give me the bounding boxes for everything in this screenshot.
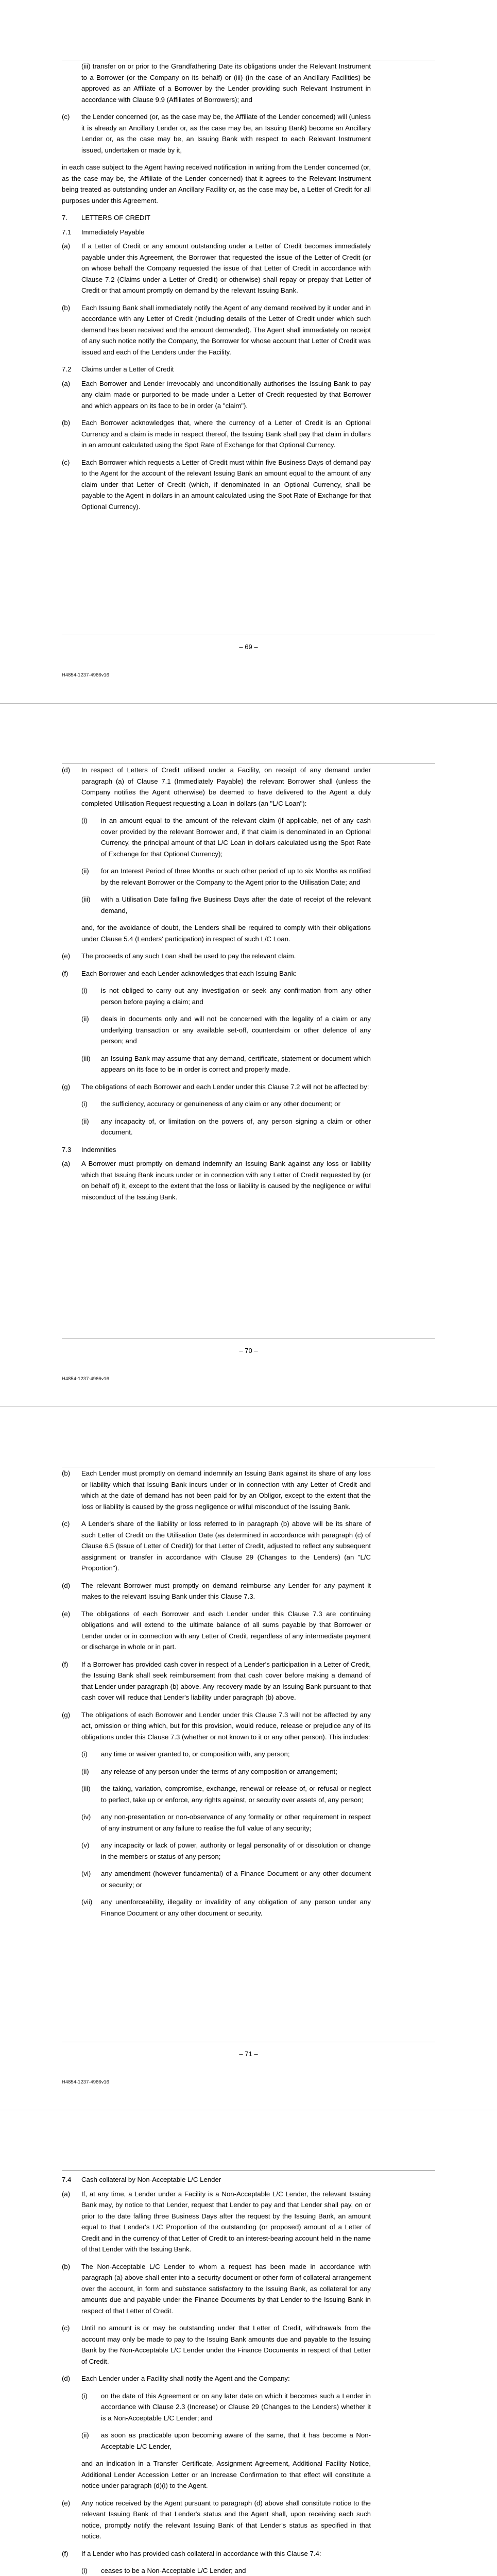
sub-subparagraph — [81, 1840, 371, 1862]
paragraph-label: (i) — [81, 1100, 88, 1108]
subparagraph — [62, 1081, 371, 1093]
paragraph-text: as soon as practicable upon becoming aware of the same, that it has become a Non-Acceptable L/C Lender, — [101, 2431, 371, 2450]
paragraph-text: any release of any person under the terms of any composition or arrangement; — [101, 1767, 337, 1775]
paragraph-text: Each Borrower and Lender irrevocably and unconditionally authorises the Issuing Bank to pay any claim made or purported to be made under a Letter of Credit requested by that Borrower and which appears on its face to be in order (a "claim"). — [81, 379, 371, 410]
paragraph-text: the sufficiency, accuracy or genuineness of any claim or any other document; or — [101, 1100, 340, 1108]
subparagraph — [62, 1709, 371, 1743]
document-reference: H4854-1237-4966v16 — [62, 2079, 109, 2085]
paragraph-text: Each Borrower and each Lender acknowledges that each Issuing Bank: — [81, 969, 297, 977]
paragraph-text: any incapacity of, or limitation on the powers of, any person signing a claim or other document. — [101, 1117, 371, 1136]
paragraph-label: (iii) — [81, 1785, 91, 1792]
paragraph-label: (iii) — [81, 895, 91, 903]
paragraph-label: (f) — [62, 969, 68, 977]
paragraph-label: (f) — [62, 2549, 68, 2557]
paragraph-label: (e) — [62, 952, 71, 960]
clause-heading — [62, 364, 371, 375]
paragraph-label: (ii) — [81, 867, 89, 875]
paragraph-text: any time or waiver granted to, or composition with, any person; — [101, 1750, 290, 1758]
sub-subparagraph — [81, 2430, 371, 2452]
paragraph-label: (f) — [62, 1660, 68, 1668]
paragraph-label: (d) — [62, 766, 71, 774]
paragraph-text: If a Lender who has provided cash collateral in accordance with this Clause 7.4: — [81, 2549, 321, 2557]
page-body — [62, 1468, 371, 1925]
paragraph-label: (g) — [62, 1082, 71, 1091]
clause-number: 7. — [62, 214, 67, 222]
subparagraph — [62, 417, 371, 451]
paragraph-text: the taking, variation, compromise, exchange, renewal or release of, or refusal or neglect to perfect, take up or enforce, any rights against, or security over assets of, any person; — [101, 1785, 371, 1804]
subparagraph — [62, 765, 371, 809]
paragraph-label: (e) — [62, 2499, 71, 2507]
paragraph-label: (b) — [62, 303, 71, 312]
paragraph-text: The proceeds of any such Loan shall be used to pay the relevant claim. — [81, 952, 296, 960]
paragraph-text: any amendment (however fundamental) of a Finance Document or any other document or security; or — [101, 1870, 371, 1889]
paragraph-label: (i) — [81, 987, 88, 994]
paragraph-label: (iii) — [81, 1054, 91, 1062]
subparagraph — [62, 2261, 371, 2317]
paragraph-text: If, at any time, a Lender under a Facility is a Non-Acceptable L/C Lender, the relevant Issuing Bank may, by notice to that Lender, request that Lender to pay and that Lender shall pay, on or prior to the date falling three Business Days after the request by the Issuing Bank, an amount equal to that Lender's L/C Proportion of the outstanding (or proposed) amount of a Letter of Credit and in the currency of that Letter of Credit to an interest-bearing account held in the name of that Lender with the Issuing Bank. — [81, 2190, 371, 2253]
paragraph-text: The obligations of each Borrower and each Lender under this Clause 7.3 are continuing obligations and will extend to the ultimate balance of all sums payable by that Borrower or Lender under or in connection with any Letter of Credit, regardless of any intermediate payment or discharge in whole or in part. — [81, 1609, 371, 1651]
sub-subparagraph — [81, 1098, 371, 1110]
document-reference: H4854-1237-4966v16 — [62, 1376, 109, 1382]
paragraph-text: If a Borrower has provided cash cover in respect of a Lender's participation in a Letter of Credit, the Issuing Bank shall seek reimbursement from that cash cover before making a demand of that Lender under paragraph (b) above. Any recovery made by an Issuing Bank pursuant to that cash cover will reduce that Lender's liability under paragraph (b) above. — [81, 1660, 371, 1701]
sub-subparagraph — [81, 1766, 371, 1777]
clause-title: Immediately Payable — [81, 228, 145, 236]
clause-number: 7.2 — [62, 365, 72, 373]
paragraph-label: (b) — [62, 419, 71, 427]
paragraph-text: for an Interest Period of three Months or such other period of up to six Months as notified by the relevant Borrower or the Company to the Agent prior to the Utilisation Date; and — [101, 867, 371, 886]
paragraph-text: If a Letter of Credit or any amount outstanding under a Letter of Credit becomes immediately payable under this Agreement, the Borrower that requested the issue of the Letter of Credit (or on whose behalf the Company requested the issue of that Letter of Credit in accordance with Clause 7.2 (Claims under a Letter of Credit) or otherwise) shall repay or prepay that Letter of Credit or that amount promptly on demand by the relevant Issuing Bank. — [81, 242, 371, 294]
paragraph-label: (i) — [81, 817, 88, 824]
paragraph-text: in each case subject to the Agent having received notification in writing from the Lender concerned (or, as the case may be, the Affiliate of the Lender concerned) that it agrees to the Relevant Instrument being treated as outstanding under an Ancillary Facility or, as the case may be, a Letter of Credit for all purposes under this Agreement. — [62, 163, 371, 205]
paragraph-label: (c) — [62, 113, 70, 121]
sub-subparagraph — [81, 1811, 371, 1834]
sub-subparagraph — [81, 2391, 371, 2424]
subparagraph — [62, 378, 371, 412]
paragraph-text: The obligations of each Borrower and Lender under this Clause 7.3 will not be affected by any act, omission or thing which, but for this provision, would reduce, release or prejudice any of its obligations under this Clause 7.3 (whether or not known to it or any other person). This includes: — [81, 1710, 371, 1741]
document-page — [0, 1406, 497, 2110]
subparagraph — [62, 1158, 371, 1202]
paragraph-text: The obligations of each Borrower and each Lender under this Clause 7.2 will not be affected by: — [81, 1082, 369, 1091]
sub-subparagraph — [81, 1749, 371, 1760]
sub-subparagraph — [81, 2565, 371, 2576]
paragraph-text: is not obliged to carry out any investigation or seek any confirmation from any other person before paying a claim; and — [101, 987, 371, 1006]
paragraph-label: (ii) — [81, 1117, 89, 1125]
paragraph-label: (v) — [81, 1841, 90, 1849]
paragraph-label: (e) — [62, 1609, 71, 1618]
paragraph-label: (d) — [62, 2375, 71, 2382]
subparagraph — [62, 1468, 371, 1512]
paragraph-label: (a) — [62, 242, 71, 250]
paragraph-text: with a Utilisation Date falling five Business Days after the date of receipt of the relevant demand, — [101, 895, 371, 914]
paragraph-text: any non-presentation or non-observance of any formality or other requirement in respect of any instrument or any failure to realise the full value of any security; — [101, 1813, 371, 1832]
paragraph-label: (i) — [81, 1750, 88, 1758]
clause-title: Cash collateral by Non-Acceptable L/C Lender — [81, 2176, 221, 2183]
paragraph-text: Any notice received by the Agent pursuant to paragraph (d) above shall constitute notice to the relevant Issuing Bank of that Lender's status and the Agent shall, upon receiving each such notice, promptly notify the relevant Issuing Bank of that Lender's status as specified in that notice. — [81, 2499, 371, 2540]
clause-heading — [62, 2174, 371, 2185]
paragraph-label: (i) — [81, 2567, 88, 2574]
paragraph-text: (iii) transfer on or prior to the Grandfathering Date its obligations under the Relevant Instrument to a Borrower (or the Company on its behalf) or (iii) (in the case of an Ancillary Facilities) be approved as an Affiliate of a Borrower by the Lender providing such Relevant Instrument in accordance with Clause 9.9 (Affiliates of Borrowers); and — [81, 62, 371, 104]
paragraph-text: Each Lender under a Facility shall notify the Agent and the Company: — [81, 2375, 290, 2382]
page-number: – 71 – — [239, 2050, 258, 2058]
subparagraph — [62, 2189, 371, 2255]
paragraph-label: (ii) — [81, 1767, 89, 1775]
paragraph-text: The Non-Acceptable L/C Lender to whom a request has been made in accordance with paragraph (a) above shall enter into a security document or other form of collateral arrangement over the account, in form and substance satisfactory to the Issuing Bank, as collateral for any amounts due and payable under the Finance Documents by that Lender to the Issuing Bank in respect of that Letter of Credit. — [81, 2262, 371, 2315]
sub-subparagraph — [81, 985, 371, 1007]
page-top-rule — [62, 2170, 435, 2171]
sub-subparagraph — [81, 1783, 371, 1805]
paragraph-label: (c) — [62, 1520, 70, 1528]
page-body — [62, 765, 371, 1209]
subparagraph — [62, 111, 371, 156]
paragraph-text: A Lender's share of the liability or loss referred to in paragraph (b) above will be its share of such Letter of Credit on the Utilisation Date (as determined in accordance with paragraph (c) of Clause 6.5 (Issue of Letter of Credit)) for that Letter of Credit, adjusted to reflect any subsequent assignment or transfer in accordance with Clause 29 (Changes to the Lenders) (an "L/C Proportion"). — [81, 1520, 371, 1572]
paragraph-text: in an amount equal to the amount of the relevant claim (if applicable, net of any cash cover provided by the relevant Borrower and, if that claim is denominated in an Optional Currency, the principal amount of that L/C Loan in dollars calculated using the Spot Rate of Exchange for that Optional Currency); — [101, 817, 371, 858]
subparagraph — [62, 1659, 371, 1703]
page-body — [62, 61, 371, 518]
sub-subparagraph — [81, 866, 371, 888]
page-footer-rule — [62, 1338, 435, 1339]
paragraph-label: (b) — [62, 2262, 71, 2270]
subparagraph — [62, 241, 371, 296]
document-page — [0, 703, 497, 1406]
sub-subparagraph — [81, 1013, 371, 1047]
paragraph-label: (c) — [62, 2324, 70, 2332]
clause-number: 7.1 — [62, 228, 72, 236]
paragraph-label: (a) — [62, 379, 71, 387]
paragraph-text: Each Borrower which requests a Letter of Credit must within five Business Days of demand pay to the Agent for the account of the relevant Issuing Bank an amount equal to the amount of any claim under that Letter of Credit (which, if denominated in an Optional Currency, shall be payable to the Agent in dollars in an amount calculated using the Spot Rate of Exchange for that Optional Currency). — [81, 458, 371, 511]
subparagraph — [62, 1580, 371, 1602]
paragraph-text: deals in documents only and will not be concerned with the legality of a claim or any underlying transaction or any available set-off, counterclaim or other defence of any person; and — [101, 1015, 371, 1045]
page-body — [62, 2171, 371, 2576]
sub-subparagraph — [81, 815, 371, 859]
clause-heading — [62, 227, 371, 238]
sub-subparagraph — [81, 1116, 371, 1138]
subparagraph — [62, 302, 371, 358]
paragraph-text: an Issuing Bank may assume that any demand, certificate, statement or document which appears on its face to be in order is correct and properly made. — [101, 1054, 371, 1073]
subparagraph — [62, 968, 371, 979]
paragraph-label: (vii) — [81, 1898, 93, 1906]
paragraph-label: (g) — [62, 1710, 71, 1719]
paragraph-text: on the date of this Agreement or on any later date on which it becomes such a Lender in accordance with Clause 2.3 (Increase) or Clause 29 (Changes to the Lenders) whether it is a Non-Acceptable L/C Lender; and — [101, 2392, 371, 2422]
document-page — [0, 2110, 497, 2576]
sub-subparagraph — [81, 1053, 371, 1075]
paragraph-label: (a) — [62, 1160, 71, 1167]
subparagraph — [62, 2548, 371, 2560]
paragraph-label: (i) — [81, 2392, 88, 2400]
page-number: – 70 – — [239, 1347, 258, 1354]
document-reference: H4854-1237-4966v16 — [62, 672, 109, 678]
sub-subparagraph — [81, 1868, 371, 1890]
paragraph-text: any unenforceability, illegality or invalidity of any obligation of any person under any Finance Document or any other document or security. — [101, 1898, 371, 1917]
paragraph-label: (d) — [62, 1581, 71, 1589]
paragraph-text: In respect of Letters of Credit utilised under a Facility, on receipt of any demand under paragraph (a) of Clause 7.1 (Immediately Payable) the relevant Borrower shall (unless the Company notifies the Agent otherwise) be deemed to have delivered to the Agent a duly completed Utilisation Request requesting a Loan in dollars (an "L/C Loan"): — [81, 766, 371, 807]
clause-heading — [62, 1144, 371, 1156]
subparagraph — [62, 2323, 371, 2367]
subparagraph — [62, 2373, 371, 2384]
paragraph-label: (c) — [62, 458, 70, 466]
paragraph-text: and, for the avoidance of doubt, the Lenders shall be required to comply with their obligations under Clause 5.4 (Lenders' participation) in respect of such L/C Loan. — [81, 924, 371, 943]
sub-subparagraph — [81, 1896, 371, 1919]
paragraph-label: (ii) — [81, 1015, 89, 1023]
paragraph-text: The relevant Borrower must promptly on demand reimburse any Lender for any payment it makes to the relevant Issuing Bank under this Clause 7.3. — [81, 1581, 371, 1600]
subparagraph — [62, 1518, 371, 1574]
document-page — [0, 0, 497, 703]
paragraph-text: Until no amount is or may be outstanding under that Letter of Credit, withdrawals from the account may only be made to pay to the Issuing Bank amounts due and payable to the Issuing Bank by the Non-Acceptable L/C Lender under the Finance Documents in respect of that Letter of Credit. — [81, 2324, 371, 2365]
clause-title: Indemnities — [81, 1145, 116, 1154]
subparagraph — [62, 457, 371, 513]
clause-number: 7.3 — [62, 1145, 72, 1154]
paragraph-label: (ii) — [81, 2431, 89, 2439]
subparagraph — [62, 951, 371, 962]
paragraph-label: (b) — [62, 1469, 71, 1477]
paragraph-text: and an indication in a Transfer Certificate, Assignment Agreement, Additional Facility Notice, Additional Lender Accession Letter or an Increase Confirmation to that effect will constitute a notice under paragraph (d)(i) to the Agent. — [81, 2460, 371, 2489]
paragraph-text: Each Issuing Bank shall immediately notify the Agent of any demand received by it under and in accordance with any Letter of Credit (including details of the Letter of Credit under which such demand has been received and the amount demanded). The Agent shall immediately on receipt of any such notice notify the Company, the Borrower for whose account that Letter of Credit was issued and each of the Lenders under the Facility. — [81, 303, 371, 356]
paragraph-label: (iv) — [81, 1813, 91, 1821]
paragraph-text: Each Lender must promptly on demand indemnify an Issuing Bank against its share of any loss or liability which that Issuing Bank incurs under or in connection with any Letter of Credit and which at the date of demand has not been paid for by an Obligor, except to the extent that the loss or liability is caused by the gross negligence or wilful misconduct of the Issuing Bank. — [81, 1469, 371, 1511]
clause-title: Claims under a Letter of Credit — [81, 365, 174, 373]
page-number: – 69 – — [239, 643, 258, 651]
paragraph-text: any incapacity or lack of power, authority or legal personality of or dissolution or change in the members or status of any person; — [101, 1841, 371, 1860]
subparagraph — [62, 1608, 371, 1653]
subparagraph — [62, 2498, 371, 2542]
clause-title: LETTERS OF CREDIT — [81, 214, 151, 222]
paragraph-label: (a) — [62, 2190, 71, 2198]
paragraph-text: A Borrower must promptly on demand indemnify an Issuing Bank against any loss or liability which that Issuing Bank incurs under or in connection with any Letter of Credit requested by (or on behalf of) it, except to the extent that the loss or liability is caused by the negligence or wilful misconduct of the Issuing Bank. — [81, 1160, 371, 1201]
clause-number: 7.4 — [62, 2176, 72, 2183]
paragraph-text: Each Borrower acknowledges that, where the currency of a Letter of Credit is an Optional Currency and a claim is made in respect thereof, the Issuing Bank shall pay that claim in dollars in an amount calculated using the Spot Rate of Exchange for that Optional Currency. — [81, 419, 371, 449]
paragraph-text: the Lender concerned (or, as the case may be, the Affiliate of the Lender concerned) will (unless it is already an Ancillary Lender or, as the case may be, an Issuing Bank) become an Ancillary Lender or, as the case may be, an Issuing Bank with respect to each Relevant Instrument issued, undertaken or made by it, — [81, 113, 371, 154]
paragraph-text: ceases to be a Non-Acceptable L/C Lender; and — [101, 2567, 246, 2574]
paragraph-label: (vi) — [81, 1870, 91, 1877]
clause-heading — [62, 212, 371, 224]
sub-subparagraph — [81, 894, 371, 916]
